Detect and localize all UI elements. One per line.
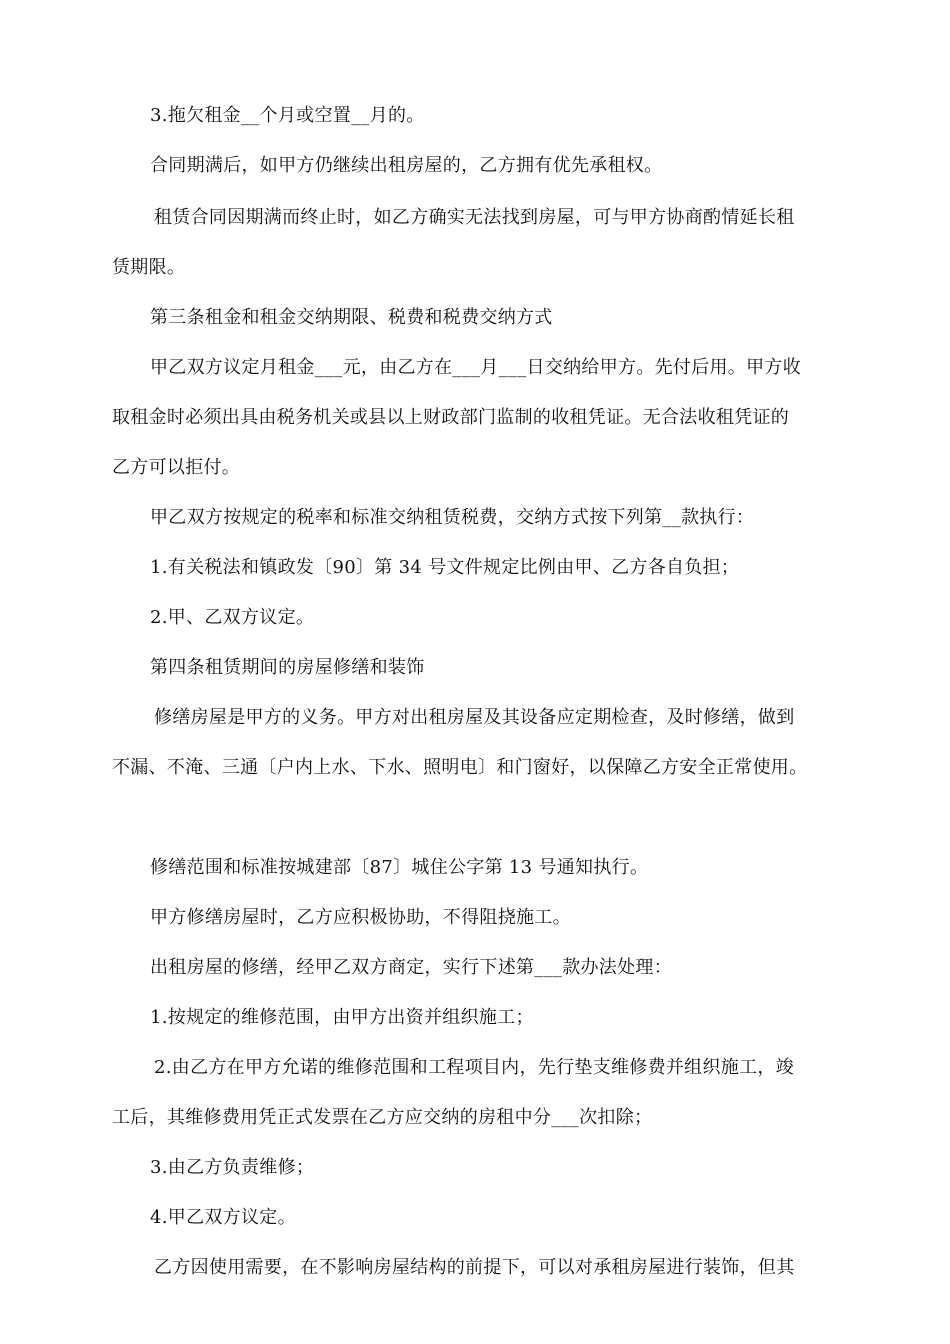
paragraph-repair-method: 出租房屋的修缮，经甲乙双方商定，实行下述第___款办法处理： <box>150 957 672 978</box>
paragraph-tax-method: 甲乙双方按规定的税率和标准交纳租赁税费，交纳方式按下列第__款执行： <box>150 507 755 528</box>
paragraph-rent-line2: 取租金时必须出具由税务机关或县以上财政部门监制的收租凭证。无合法收租凭证的 <box>112 407 790 428</box>
list-item-repair-4: 4.甲乙双方议定。 <box>150 1207 296 1228</box>
list-item-repair-3: 3.由乙方负责维修； <box>150 1157 315 1178</box>
list-item-repair-2-line2: 工后，其维修费用凭正式发票在乙方应交纳的房租中分___次扣除； <box>112 1107 653 1128</box>
paragraph-decoration: 乙方因使用需要，在不影响房屋结构的前提下，可以对承租房屋进行装饰，但其 <box>154 1257 795 1278</box>
paragraph-priority-lease: 合同期满后，如甲方仍继续出租房屋的，乙方拥有优先承租权。 <box>150 155 663 176</box>
paragraph-repair-cooperation: 甲方修缮房屋时，乙方应积极协助，不得阻挠施工。 <box>150 907 571 928</box>
list-item-tax-1: 1.有关税法和镇政发〔90〕第 34 号文件规定比例由甲、乙方各自负担； <box>150 557 740 578</box>
list-item-repair-1: 1.按规定的维修范围，由甲方出资并组织施工； <box>150 1007 534 1028</box>
section-heading-article-3: 第三条租金和租金交纳期限、税费和税费交纳方式 <box>150 307 553 328</box>
paragraph-repair-duty-line2: 不漏、不淹、三通〔户内上水、下水、照明电〕和门窗好，以保障乙方安全正常使用。 <box>112 757 808 778</box>
list-item-repair-2-line1: 2.由乙方在甲方允诺的维修范围和工程项目内，先行垫支维修费并组织施工，竣 <box>154 1057 794 1078</box>
paragraph-repair-duty-line1: 修缮房屋是甲方的义务。甲方对出租房屋及其设备应定期检查，及时修缮，做到 <box>154 707 795 728</box>
list-item-tax-2: 2.甲、乙双方议定。 <box>150 607 315 628</box>
section-heading-article-4: 第四条租赁期间的房屋修缮和装饰 <box>150 657 425 678</box>
paragraph-rent-line1: 甲乙双方议定月租金___元，由乙方在___月___日交纳给甲方。先付后用。甲方收 <box>150 357 801 378</box>
paragraph-extension-line1: 租赁合同因期满而终止时，如乙方确实无法找到房屋，可与甲方协商酌情延长租 <box>154 207 795 228</box>
paragraph-arrears-clause: 3.拖欠租金__个月或空置__月的。 <box>150 105 425 126</box>
paragraph-extension-line2: 赁期限。 <box>112 257 186 278</box>
paragraph-repair-standard: 修缮范围和标准按城建部〔87〕城住公字第 13 号通知执行。 <box>150 857 649 878</box>
paragraph-rent-line3: 乙方可以拒付。 <box>112 457 241 478</box>
